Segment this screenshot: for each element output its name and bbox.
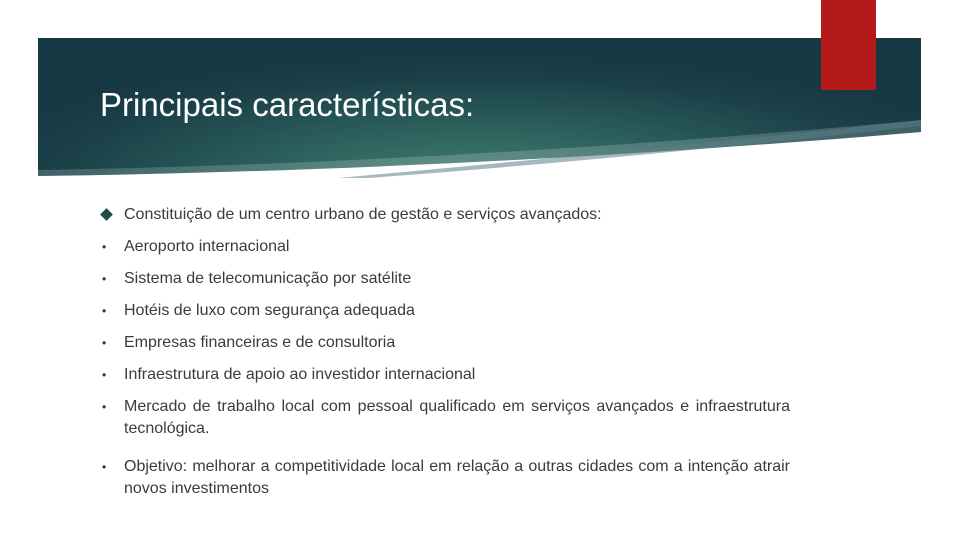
list-item-text: Empresas financeiras e de consultoria xyxy=(124,334,396,351)
list-item xyxy=(100,396,790,440)
list-item xyxy=(100,456,790,500)
list-item-text: Hotéis de luxo com segurança adequada xyxy=(124,302,415,319)
diamond-bullet-icon xyxy=(100,204,116,226)
list-item xyxy=(100,300,790,322)
list-item-text: Infraestrutura de apoio ao investidor internacional xyxy=(124,366,476,383)
bullet-icon: • xyxy=(102,368,107,382)
list-item-text: Mercado de trabalho local com pessoal qualificado em serviços avançados e infraestrutura tecnológica. xyxy=(124,398,790,437)
list-item-text: Sistema de telecomunicação por satélite xyxy=(124,270,412,287)
slide-title: Principais características: xyxy=(100,86,475,123)
bullet-icon: • xyxy=(102,272,107,286)
bullet-icon: • xyxy=(102,240,107,254)
bullet-icon: • xyxy=(102,400,107,414)
red-accent-block xyxy=(821,0,876,90)
bullet-list xyxy=(100,204,790,500)
list-item xyxy=(100,332,790,354)
list-item xyxy=(100,268,790,290)
list-item-text: Constituição de um centro urbano de gestão e serviços avançados: xyxy=(124,206,602,223)
list-item xyxy=(100,204,790,226)
list-item-text: Objetivo: melhorar a competitividade local em relação a outras cidades com a intenção atrair novos investimentos xyxy=(124,458,790,497)
list-item-text: Aeroporto internacional xyxy=(124,238,290,255)
list-item xyxy=(100,236,790,258)
bullet-icon: • xyxy=(102,460,107,474)
bullet-icon: • xyxy=(102,336,107,350)
list-item xyxy=(100,364,790,386)
bullet-icon: • xyxy=(102,304,107,318)
